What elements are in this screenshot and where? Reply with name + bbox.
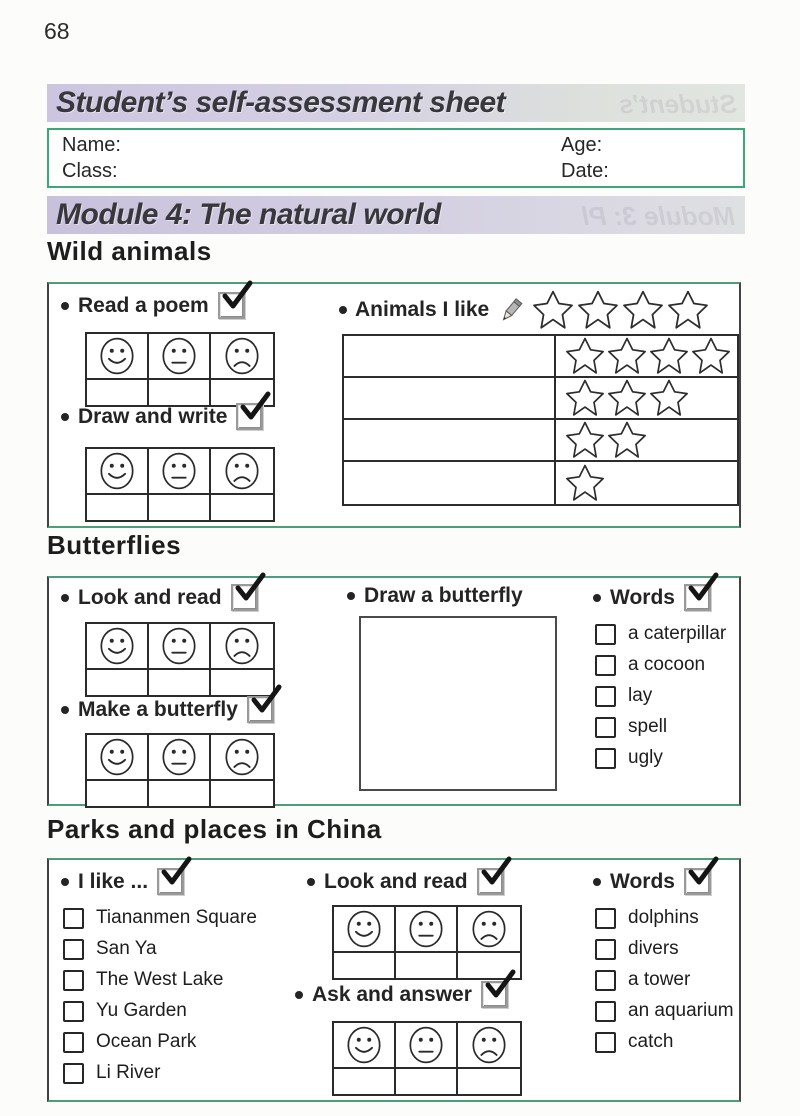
word-checkbox[interactable] [595, 970, 616, 991]
name-input-area[interactable] [127, 134, 561, 156]
animals-table-row [344, 420, 737, 462]
smiley-cell-happy[interactable] [87, 449, 149, 495]
checkmark-icon [250, 684, 284, 716]
task-animals-i-like [339, 290, 709, 330]
butterflies-box [47, 576, 741, 806]
bullet [347, 592, 355, 600]
neutral-face-icon [160, 452, 198, 490]
checkmark-icon [687, 856, 721, 888]
word-label: divers [628, 938, 679, 959]
tally-cell[interactable] [334, 1069, 396, 1094]
place-item [63, 1030, 257, 1054]
star-rating-cell[interactable] [556, 420, 737, 460]
checkmark-icon [484, 969, 518, 1001]
star-rating[interactable] [532, 290, 709, 330]
word-item [595, 684, 726, 708]
bullet [593, 878, 601, 886]
word-label: ugly [628, 747, 663, 768]
date-field [561, 158, 737, 184]
checkmark-icon [687, 572, 721, 604]
neutral-face-icon [160, 738, 198, 776]
pencil-icon [497, 297, 524, 324]
write-in-cell[interactable] [344, 420, 556, 460]
tally-cell[interactable] [87, 781, 149, 806]
word-checkbox[interactable] [595, 717, 616, 738]
task-label: Animals I like [355, 298, 490, 321]
word-checkbox[interactable] [595, 686, 616, 707]
place-label: Ocean Park [96, 1031, 197, 1052]
word-item [595, 653, 726, 677]
parks-box [47, 858, 741, 1102]
write-in-cell[interactable] [344, 462, 556, 504]
smiley-cell-sad[interactable] [211, 624, 273, 670]
bullet [61, 878, 69, 886]
checked-checkbox-icon[interactable] [477, 868, 504, 895]
task-look-and-read [307, 868, 504, 895]
name-field [62, 132, 561, 158]
animals-table-row [344, 462, 737, 504]
task-label: Ask and answer [312, 982, 472, 1006]
task-look-and-read [61, 584, 258, 611]
place-checkbox[interactable] [63, 939, 84, 960]
smiley-rating-table[interactable] [85, 622, 275, 697]
place-checkbox[interactable] [63, 970, 84, 991]
age-field [561, 132, 737, 158]
neutral-face-icon [160, 337, 198, 375]
bullet [339, 306, 347, 314]
word-checkbox[interactable] [595, 624, 616, 645]
tally-cell[interactable] [458, 1069, 520, 1094]
sad-face-icon [223, 452, 261, 490]
smiley-cell-sad[interactable] [211, 334, 273, 380]
word-checkbox[interactable] [595, 748, 616, 769]
star-icon [565, 464, 605, 502]
smiley-cell-happy[interactable] [87, 624, 149, 670]
task-words [593, 584, 711, 611]
tally-cell[interactable] [396, 953, 458, 978]
smiley-cell-happy[interactable] [334, 907, 396, 953]
butterfly-drawing-area[interactable] [359, 616, 557, 791]
place-checkbox[interactable] [63, 1063, 84, 1084]
name-label: Name: [62, 133, 121, 156]
age-label: Age: [561, 133, 603, 156]
neutral-face-icon [160, 627, 198, 665]
star-icon [607, 421, 647, 459]
module-title-bar [47, 196, 745, 234]
section-heading-wild-animals: Wild animals [47, 236, 212, 266]
task-make-a-butterfly [61, 696, 274, 723]
place-item [63, 999, 257, 1023]
animals-table-row [344, 336, 737, 378]
checkmark-icon [239, 391, 273, 423]
star-icon [577, 290, 619, 330]
task-ask-and-answer [295, 981, 508, 1008]
star-icon [532, 290, 574, 330]
page-number: 68 [44, 18, 70, 44]
word-item [595, 999, 734, 1023]
tally-cell[interactable] [334, 953, 396, 978]
word-item [595, 906, 734, 930]
place-label: The West Lake [96, 969, 224, 990]
smiley-cell-happy[interactable] [87, 735, 149, 781]
happy-face-icon [98, 627, 136, 665]
student-info-box [47, 128, 745, 188]
class-input-area[interactable] [124, 160, 561, 182]
tally-cell[interactable] [149, 380, 211, 405]
place-item [63, 937, 257, 961]
smiley-rating-table[interactable] [332, 1021, 522, 1096]
checked-checkbox-icon[interactable] [231, 584, 258, 611]
bullet [61, 706, 69, 714]
write-in-cell[interactable] [344, 336, 556, 376]
word-label: dolphins [628, 907, 699, 928]
word-label: catch [628, 1031, 674, 1052]
smiley-cell-neutral[interactable] [149, 334, 211, 380]
checked-checkbox-icon[interactable] [247, 696, 274, 723]
checked-checkbox-icon[interactable] [157, 868, 184, 895]
tally-cell[interactable] [149, 495, 211, 520]
smiley-cell-sad[interactable] [458, 1023, 520, 1069]
date-label: Date: [561, 159, 609, 182]
place-label: Yu Garden [96, 1000, 187, 1021]
task-i-like [61, 868, 184, 895]
smiley-cell-neutral[interactable] [396, 1023, 458, 1069]
checkmark-icon [160, 856, 194, 888]
word-item [595, 622, 726, 646]
smiley-cell-happy[interactable] [87, 334, 149, 380]
task-draw-and-write [61, 403, 263, 430]
word-item [595, 937, 734, 961]
task-label: Make a butterfly [78, 697, 238, 721]
place-label: Li River [96, 1062, 161, 1083]
word-item [595, 715, 726, 739]
star-rating-cell[interactable] [556, 336, 737, 376]
wild-animals-box [47, 282, 741, 528]
bullet [295, 991, 303, 999]
tally-cell[interactable] [149, 781, 211, 806]
smiley-rating-table[interactable] [85, 447, 275, 522]
star-icon [649, 337, 689, 375]
word-label: a tower [628, 969, 691, 990]
place-checkbox[interactable] [63, 1032, 84, 1053]
star-icon [607, 379, 647, 417]
checkmark-icon [480, 856, 514, 888]
butterfly-words-list [595, 622, 726, 770]
word-item [595, 746, 726, 770]
star-icon [667, 290, 709, 330]
task-read-a-poem [61, 292, 245, 319]
sad-face-icon [470, 910, 508, 948]
bullet [61, 302, 69, 310]
age-input-area[interactable] [608, 134, 737, 156]
tally-cell[interactable] [211, 781, 273, 806]
word-label: spell [628, 716, 668, 737]
word-label: a cocoon [628, 654, 706, 675]
place-checkbox[interactable] [63, 1001, 84, 1022]
task-label: Look and read [324, 869, 468, 893]
place-item [63, 906, 257, 930]
tally-cell[interactable] [87, 495, 149, 520]
word-checkbox[interactable] [595, 1001, 616, 1022]
task-label: Draw a butterfly [364, 584, 523, 607]
word-label: lay [628, 685, 653, 706]
smiley-cell-happy[interactable] [334, 1023, 396, 1069]
module-title: Module 4: The natural world [56, 198, 441, 231]
sheet-title-bar [47, 84, 745, 122]
happy-face-icon [98, 738, 136, 776]
star-icon [565, 379, 605, 417]
checked-checkbox-icon[interactable] [481, 981, 508, 1008]
sad-face-icon [470, 1026, 508, 1064]
sad-face-icon [223, 337, 261, 375]
checkmark-icon [221, 280, 255, 312]
bullet [593, 594, 601, 602]
bullet [61, 413, 69, 421]
star-icon [622, 290, 664, 330]
smiley-cell-neutral[interactable] [396, 907, 458, 953]
sheet-title: Student’s self-assessment sheet [56, 86, 506, 119]
write-in-cell[interactable] [344, 378, 556, 418]
bullet [61, 594, 69, 602]
date-input-area[interactable] [615, 160, 737, 182]
word-checkbox[interactable] [595, 1032, 616, 1053]
star-icon [691, 337, 731, 375]
word-label: a caterpillar [628, 623, 727, 644]
places-list [63, 906, 257, 1085]
word-item [595, 1030, 734, 1054]
section-heading-butterflies: Butterflies [47, 530, 182, 560]
place-label: Tiananmen Square [96, 907, 257, 928]
tally-cell[interactable] [87, 380, 149, 405]
tally-cell[interactable] [87, 670, 149, 695]
place-checkbox[interactable] [63, 908, 84, 929]
class-field [62, 158, 561, 184]
word-label: an aquarium [628, 1000, 734, 1021]
star-rating-cell[interactable] [556, 378, 737, 418]
smiley-cell-neutral[interactable] [149, 624, 211, 670]
happy-face-icon [98, 452, 136, 490]
place-item [63, 968, 257, 992]
place-item [63, 1061, 257, 1085]
star-icon [565, 421, 605, 459]
task-label: Words [610, 585, 675, 609]
happy-face-icon [345, 1026, 383, 1064]
smiley-rating-table[interactable] [85, 733, 275, 808]
task-label: Read a poem [78, 293, 209, 317]
smiley-cell-sad[interactable] [458, 907, 520, 953]
happy-face-icon [98, 337, 136, 375]
word-item [595, 968, 734, 992]
task-label: Words [610, 869, 675, 893]
parks-words-list [595, 906, 734, 1054]
word-checkbox[interactable] [595, 939, 616, 960]
sad-face-icon [223, 738, 261, 776]
animals-rating-table [342, 334, 739, 506]
checkmark-icon [234, 572, 268, 604]
word-checkbox[interactable] [595, 655, 616, 676]
place-label: San Ya [96, 938, 157, 959]
star-icon [607, 337, 647, 375]
animals-table-row [344, 378, 737, 420]
word-checkbox[interactable] [595, 908, 616, 929]
neutral-face-icon [407, 1026, 445, 1064]
smiley-cell-sad[interactable] [211, 735, 273, 781]
checked-checkbox-icon[interactable] [218, 292, 245, 319]
star-icon [565, 337, 605, 375]
smiley-cell-neutral[interactable] [149, 735, 211, 781]
class-label: Class: [62, 159, 118, 182]
checked-checkbox-icon[interactable] [684, 868, 711, 895]
task-label: Draw and write [78, 404, 228, 428]
sad-face-icon [223, 627, 261, 665]
task-words [593, 868, 711, 895]
task-draw-a-butterfly [347, 584, 523, 608]
tally-cell[interactable] [149, 670, 211, 695]
section-heading-parks: Parks and places in China [47, 814, 382, 844]
task-label: Look and read [78, 585, 222, 609]
checked-checkbox-icon[interactable] [236, 403, 263, 430]
bullet [307, 878, 315, 886]
happy-face-icon [345, 910, 383, 948]
smiley-cell-sad[interactable] [211, 449, 273, 495]
tally-cell[interactable] [396, 1069, 458, 1094]
star-icon [649, 379, 689, 417]
checked-checkbox-icon[interactable] [684, 584, 711, 611]
bleedthrough-ghost-text: Module 3: Pl [581, 201, 735, 231]
smiley-cell-neutral[interactable] [149, 449, 211, 495]
task-label: I like ... [78, 869, 149, 893]
tally-cell[interactable] [211, 495, 273, 520]
star-rating-cell[interactable] [556, 462, 737, 504]
bleedthrough-ghost-text: Student’s [619, 89, 737, 119]
neutral-face-icon [407, 910, 445, 948]
